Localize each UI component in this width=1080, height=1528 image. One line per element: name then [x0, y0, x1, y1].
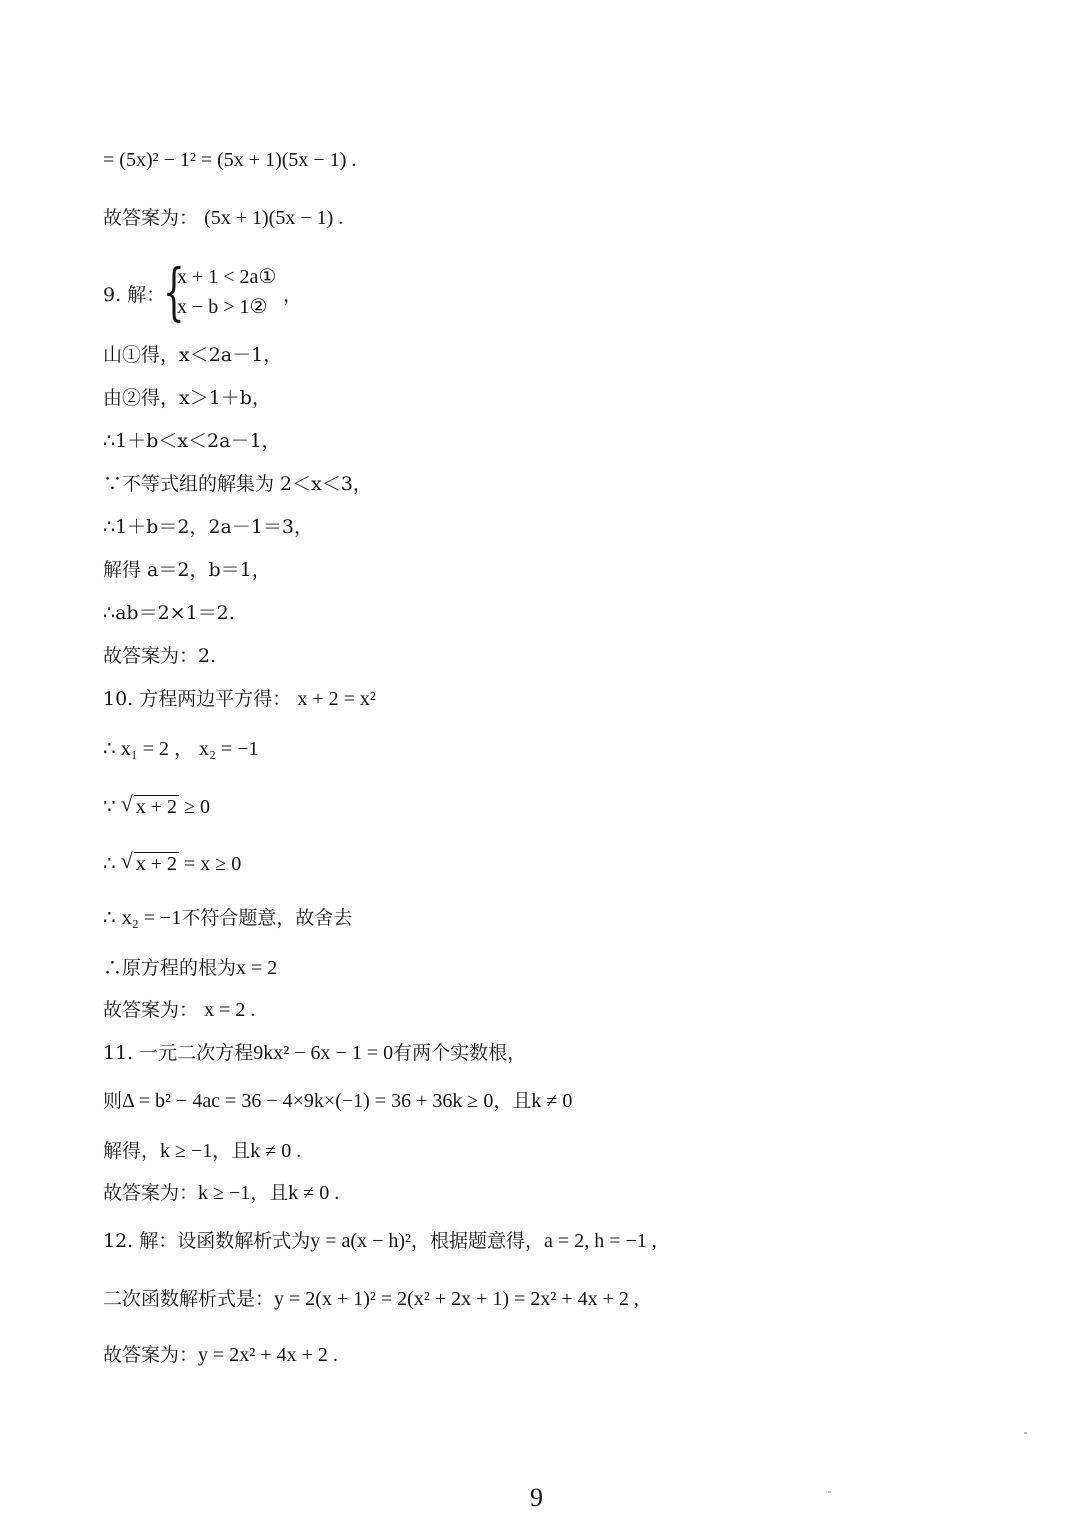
answer-label: 故答案为： — [103, 207, 199, 229]
q12-mid: ，根据题意得， — [411, 1230, 545, 1252]
radical-icon: √ — [120, 848, 133, 873]
k-nonzero: k ≠ 0 — [531, 1090, 573, 1112]
and-label: ，且 — [250, 1182, 289, 1204]
sqrt-expression — [120, 848, 179, 876]
q11-equation: 9kx² − 6x − 1 = 0 — [253, 1042, 394, 1064]
line-factor-result: = (5x)² − 1² = (5x + 1)(5x − 1) . — [103, 149, 357, 171]
q10-label: 10. 方程两边平方得： — [103, 688, 292, 710]
therefore-symbol: ∴ — [103, 853, 116, 875]
k-nonzero: k ≠ 0 . — [288, 1182, 340, 1204]
root-math: x = 2 — [236, 957, 278, 979]
q11-suffix: 有两个实数根， — [393, 1042, 527, 1064]
answer-label: 故答案为： — [103, 999, 199, 1021]
line-from-2: 由②得，x＞1＋b， — [103, 387, 271, 409]
q10-equation: x + 2 = x² — [297, 688, 376, 710]
and-label: ，且 — [493, 1090, 532, 1112]
root-text: ∴原方程的根为 — [103, 957, 237, 979]
line-answer-8 — [103, 206, 343, 230]
k-range: k ≥ −1 — [160, 1140, 213, 1162]
line-q10-square — [103, 687, 376, 711]
answer-math: (5x + 1)(5x − 1) . — [204, 207, 344, 229]
line-solution-set: ∵不等式组的解集为 2＜x＜3， — [103, 473, 372, 495]
line-sqrt-nonneg — [103, 791, 210, 819]
q12-expansion: y = 2(x + 1)² = 2(x² + 2x + 1) = 2x² + 4x + 2 , — [274, 1288, 639, 1310]
q12-expand-label: 二次函数解析式是： — [103, 1288, 275, 1310]
solve-label: 解得， — [103, 1140, 161, 1162]
q12-values: a = 2, h = −1 , — [544, 1230, 657, 1252]
discarded-root: x₂ = −1 — [121, 907, 182, 929]
answer-label: 故答案为： — [103, 1344, 199, 1366]
line-equations: ∴1＋b＝2，2a－1＝3， — [103, 516, 314, 538]
and-label: ，且 — [212, 1140, 251, 1162]
radicand: x + 2 — [135, 853, 178, 875]
line-q12-setup — [103, 1229, 657, 1253]
q9-label: 9. 解： — [103, 284, 166, 306]
radical-icon: √ — [120, 791, 133, 816]
line-roots: ∴ x₁ = 2 ， x₂ = −1 — [103, 738, 259, 760]
then-label: 则 — [103, 1090, 123, 1112]
k-nonzero: k ≠ 0 . — [250, 1140, 302, 1162]
discriminant-math: Δ = b² − 4ac = 36 − 4×9k×(−1) = 36 + 36k ≥ 0 — [122, 1090, 494, 1112]
k-range: k ≥ −1 — [198, 1182, 251, 1204]
radicand: x + 2 — [135, 796, 178, 818]
line-answer-11 — [103, 1181, 339, 1205]
line-answer-9: 故答案为：2. — [103, 645, 217, 667]
inequality-suffix: ≥ 0 — [184, 796, 210, 818]
vertex-form: y = a(x − h)² — [310, 1230, 412, 1252]
line-sqrt-equals — [103, 848, 242, 876]
therefore-symbol: ∴ — [103, 907, 116, 929]
page-number: 9 — [530, 1483, 543, 1512]
line-solve-k — [103, 1139, 301, 1163]
line-answer-10 — [103, 998, 255, 1022]
q12-label: 12. 解：设函数解析式为 — [103, 1230, 311, 1252]
line-combined: ∴1＋b＜x＜2a－1， — [103, 430, 281, 452]
line-solve: 解得 a＝2，b＝1， — [103, 559, 271, 581]
left-brace: { — [163, 255, 185, 328]
answer-math: y = 2x² + 4x + 2 . — [198, 1344, 338, 1366]
line-from-1: 山①得，x＜2a－1， — [103, 344, 283, 366]
scan-speck — [1024, 1432, 1027, 1434]
system-comma: ， — [283, 284, 303, 306]
line-answer-12 — [103, 1343, 338, 1367]
answer-label: 故答案为： — [103, 1182, 199, 1204]
line-original-root — [103, 956, 277, 980]
sqrt-expression — [120, 791, 179, 819]
line-q11-intro — [103, 1041, 526, 1065]
answer-math: x = 2 . — [204, 999, 256, 1021]
q11-label: 11. 一元二次方程 — [103, 1042, 254, 1064]
line-discriminant — [103, 1089, 572, 1113]
because-symbol: ∵ — [103, 796, 116, 818]
inequality-1: x + 1 < 2a① — [177, 266, 277, 288]
line-product: ∴ab＝2×1＝2. — [103, 602, 235, 624]
inequality-2: x − b > 1② — [177, 296, 268, 318]
line-discard-root — [103, 906, 352, 930]
equation-suffix: = x ≥ 0 — [184, 853, 242, 875]
scan-speck — [828, 1491, 831, 1493]
line-q12-expand — [103, 1287, 639, 1311]
discard-text: 不符合题意，故舍去 — [181, 907, 353, 929]
